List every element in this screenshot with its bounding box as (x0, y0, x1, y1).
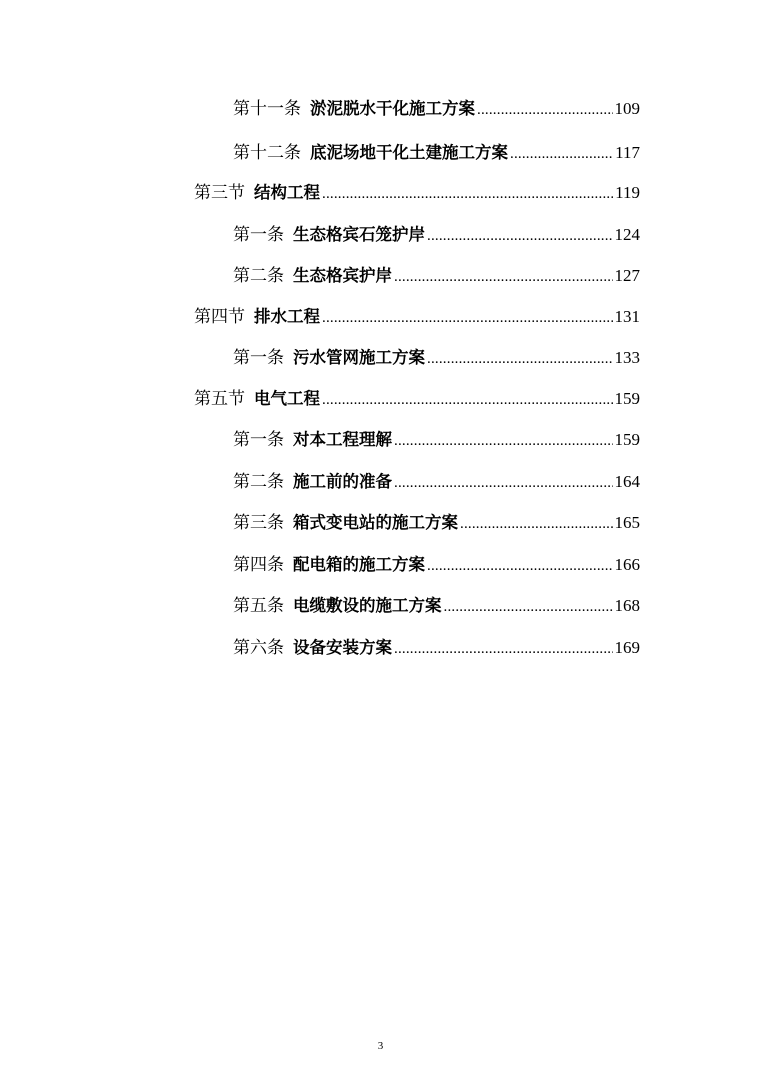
toc-leader-dots (394, 265, 613, 289)
toc-entry-prefix: 第三节 (194, 183, 245, 203)
toc-entry-title: 施工前的准备 (293, 472, 392, 491)
toc-entry-page: 169 (614, 638, 640, 657)
toc-entry[interactable] (233, 553, 640, 577)
toc-entry-prefix: 第五条 (233, 596, 284, 616)
toc-entry-prefix: 第一条 (233, 348, 284, 368)
page-number: 3 (377, 1040, 384, 1052)
toc-leader-dots (322, 388, 613, 412)
toc-entry-title: 生态格宾护岸 (293, 266, 392, 285)
toc-entry[interactable] (233, 511, 640, 535)
toc-leader-dots (394, 429, 613, 453)
toc-entry[interactable] (233, 428, 640, 452)
toc-entry-title: 配电箱的施工方案 (293, 555, 425, 574)
toc-entry[interactable] (233, 223, 640, 247)
toc-entry-page: 119 (615, 183, 640, 202)
toc-entry-page: 133 (614, 348, 640, 367)
toc-entry-page: 164 (614, 472, 640, 491)
toc-entry[interactable] (233, 636, 640, 660)
toc-entry-page: 159 (614, 430, 640, 449)
toc-entry-prefix: 第四条 (233, 555, 284, 575)
toc-entry[interactable] (194, 387, 640, 411)
toc-entry-page: 168 (614, 596, 640, 615)
toc-entry[interactable] (233, 346, 640, 370)
toc-entry-title: 箱式变电站的施工方案 (293, 513, 458, 532)
toc-entry-page: 166 (614, 555, 640, 574)
toc-entry[interactable] (194, 181, 640, 205)
toc-entry-page: 109 (614, 99, 640, 118)
toc-entry-title: 设备安装方案 (293, 638, 392, 657)
toc-entry-page: 131 (614, 307, 640, 326)
toc-entry-prefix: 第二条 (233, 472, 284, 492)
toc-entry[interactable] (233, 470, 640, 494)
toc-entry-title: 底泥场地干化土建施工方案 (310, 143, 508, 162)
toc-entry-title: 电气工程 (254, 389, 320, 408)
toc-entry-prefix: 第十一条 (233, 99, 301, 119)
toc-entry-title: 电缆敷设的施工方案 (293, 596, 442, 615)
toc-entry-title: 生态格宾石笼护岸 (293, 225, 425, 244)
toc-entry-prefix: 第一条 (233, 430, 284, 450)
toc-entry-title: 排水工程 (254, 307, 320, 326)
toc-leader-dots (460, 512, 613, 536)
toc-entry-title: 对本工程理解 (293, 430, 392, 449)
toc-entry-page: 117 (615, 143, 640, 162)
toc-leader-dots (427, 347, 613, 371)
toc-entry-prefix: 第五节 (194, 389, 245, 409)
toc-entry[interactable] (194, 305, 640, 329)
toc-leader-dots (322, 182, 613, 206)
toc-entry-prefix: 第二条 (233, 266, 284, 286)
toc-leader-dots (427, 224, 613, 248)
toc-leader-dots (477, 98, 613, 122)
toc-leader-dots (322, 306, 613, 330)
toc-leader-dots (444, 595, 613, 619)
toc-entry[interactable] (233, 97, 640, 121)
toc-entry-title: 结构工程 (254, 183, 320, 202)
toc-entry-page: 124 (614, 225, 640, 244)
toc-entry[interactable] (233, 264, 640, 288)
toc-leader-dots (510, 142, 613, 166)
toc-entry[interactable] (233, 594, 640, 618)
toc-entry-prefix: 第六条 (233, 638, 284, 658)
toc-entry[interactable] (233, 141, 640, 165)
toc-entry-page: 127 (614, 266, 640, 285)
toc-entry-page: 159 (614, 389, 640, 408)
toc-entry-title: 淤泥脱水干化施工方案 (310, 99, 475, 118)
toc-entry-prefix: 第十二条 (233, 143, 301, 163)
toc-entry-prefix: 第四节 (194, 307, 245, 327)
toc-entry-page: 165 (614, 513, 640, 532)
toc-entry-prefix: 第三条 (233, 513, 284, 533)
toc-entry-title: 污水管网施工方案 (293, 348, 425, 367)
toc-entry-prefix: 第一条 (233, 225, 284, 245)
toc-leader-dots (394, 471, 613, 495)
toc-leader-dots (427, 554, 613, 578)
toc-leader-dots (394, 637, 613, 661)
